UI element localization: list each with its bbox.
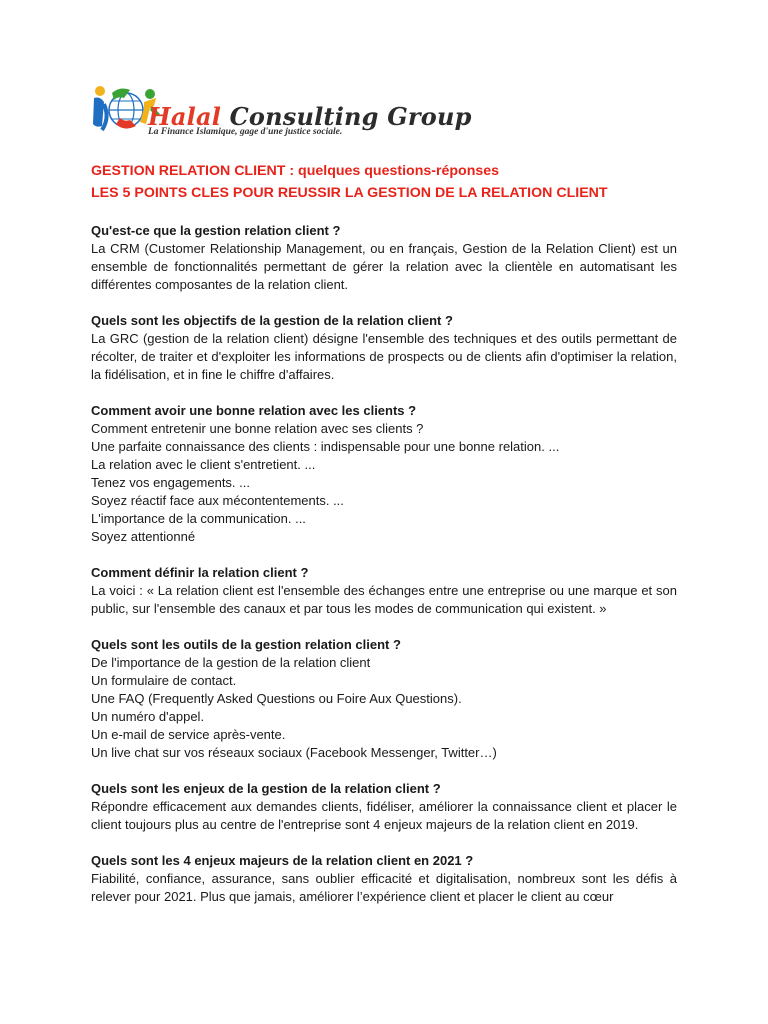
company-logo <box>90 84 520 140</box>
section-stakes <box>91 780 677 834</box>
list-line: De l'importance de la gestion de la relation client <box>91 655 371 670</box>
list-line: Un live chat sur vos réseaux sociaux (Facebook Messenger, Twitter…) <box>91 745 497 760</box>
section-crm-definition <box>91 222 677 294</box>
section-good-relationship <box>91 402 677 546</box>
headline-block <box>91 162 677 203</box>
section-paragraph: Fiabilité, confiance, assurance, sans oublier efficacité et digitalisation, nombreux sont les défis à relever pour 2021. Plus que jamais, améliorer l’expérience client et placer le client au cœur <box>91 871 677 904</box>
section-paragraph: Répondre efficacement aux demandes clients, fidéliser, améliorer la connaissance client et placer le client toujours plus au centre de l'entreprise sont 4 enjeux majeurs de la relation client en 2019. <box>91 799 677 832</box>
headline-primary: GESTION RELATION CLIENT : quelques questions-réponses <box>91 163 500 179</box>
section-tools <box>91 636 677 762</box>
section-question: Comment avoir une bonne relation avec les clients ? <box>91 403 417 418</box>
logo-brand-rest: Consulting Group <box>229 102 472 131</box>
list-line: Soyez réactif face aux mécontentements. ... <box>91 493 344 508</box>
list-line: Soyez attentionné <box>91 529 196 544</box>
section-stakes-2021 <box>91 852 677 906</box>
section-define-relation <box>91 564 677 618</box>
section-paragraph: La GRC (gestion de la relation client) désigne l'ensemble des techniques et des outils permettant de récolter, de traiter et d'exploiter les informations de prospects ou de clients afin d'optimiser la relation, la fidélisation, et in fine le chiffre d'affaires. <box>91 331 677 382</box>
section-paragraph: La CRM (Customer Relationship Management, ou en français, Gestion de la Relation Client) est un ensemble de fonctionnalités permettant de gérer la relation avec la clientèle en automatisant les différentes composantes de la relation client. <box>91 241 677 292</box>
list-line: Un numéro d'appel. <box>91 709 205 724</box>
list-line: La relation avec le client s'entretient. ... <box>91 457 316 472</box>
section-question: Quels sont les 4 enjeux majeurs de la relation client en 2021 ? <box>91 853 474 868</box>
logo-brand-colored: Halal <box>148 102 222 131</box>
section-question: Quels sont les enjeux de la gestion de la relation client ? <box>91 781 441 796</box>
section-question: Quels sont les outils de la gestion relation client ? <box>91 637 401 652</box>
list-line: Une FAQ (Frequently Asked Questions ou Foire Aux Questions). <box>91 691 462 706</box>
section-question: Quels sont les objectifs de la gestion de la relation client ? <box>91 313 453 328</box>
section-objectives <box>91 312 677 384</box>
list-line: Comment entretenir une bonne relation avec ses clients ? <box>91 421 424 436</box>
list-line: Une parfaite connaissance des clients : indispensable pour une bonne relation. ... <box>91 439 560 454</box>
logo-tagline: La Finance Islamique, gage d'une justice sociale. <box>148 127 343 137</box>
list-line: Un e-mail de service après-vente. <box>91 727 286 742</box>
section-question: Comment définir la relation client ? <box>91 565 309 580</box>
list-line: Tenez vos engagements. ... <box>91 475 250 490</box>
list-line: Un formulaire de contact. <box>91 673 237 688</box>
list-line: L'importance de la communication. ... <box>91 511 306 526</box>
headline-secondary: LES 5 POINTS CLES POUR REUSSIR LA GESTION DE LA RELATION CLIENT <box>91 185 608 201</box>
section-question: Qu'est-ce que la gestion relation client ? <box>91 223 341 238</box>
section-paragraph: La voici : « La relation client est l'ensemble des échanges entre une entreprise ou une marque et son public, sur l'ensemble des canaux et par tous les modes de communication qui existent. » <box>91 583 677 616</box>
document-body <box>91 162 677 924</box>
